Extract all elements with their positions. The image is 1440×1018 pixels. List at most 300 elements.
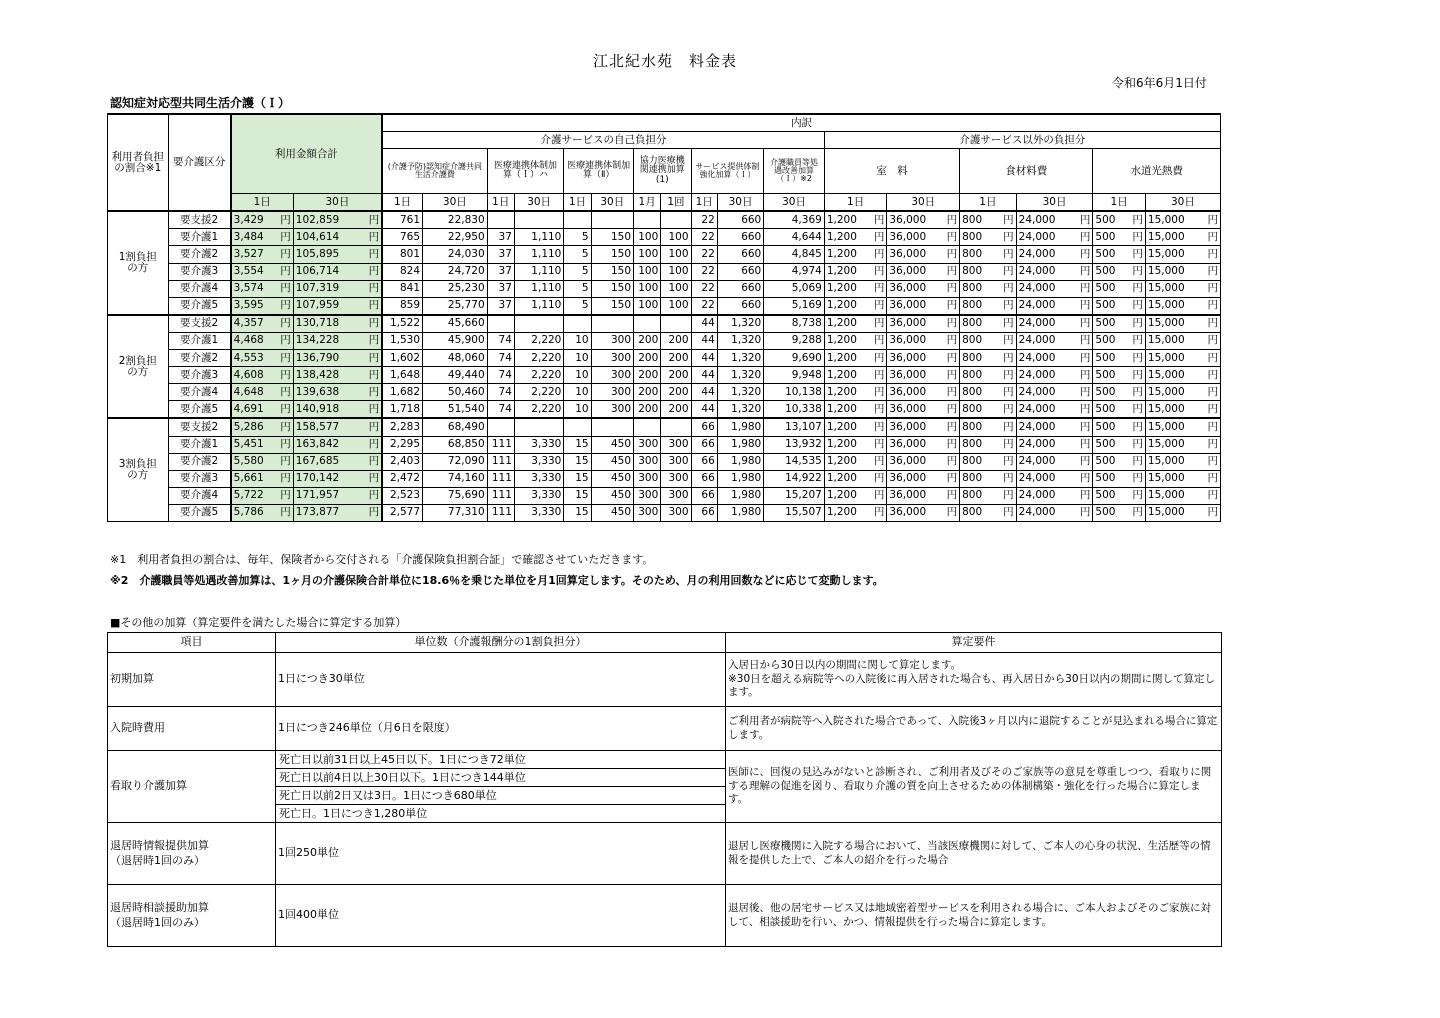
care-level: 要介護3 <box>168 470 231 487</box>
coop-1time: 300 <box>661 436 691 453</box>
base-1day: 1,682 <box>382 384 422 401</box>
rate-row <box>108 280 1221 297</box>
yen-unit: 円 <box>1207 472 1218 485</box>
utility-1day <box>1093 401 1146 419</box>
food-30day <box>1016 504 1093 521</box>
food-1day <box>960 229 1017 246</box>
amount-value: 15,000 <box>1147 299 1185 312</box>
medical1-30day <box>514 418 563 436</box>
yen-unit: 円 <box>1132 455 1143 468</box>
yen-unit: 円 <box>1003 351 1014 364</box>
medical2-1day: 5 <box>564 229 591 246</box>
yen-unit: 円 <box>946 334 958 347</box>
medical1-30day <box>514 211 563 229</box>
amount-value: 800 <box>962 282 983 295</box>
header-requirement: 算定要件 <box>726 633 1222 653</box>
amount-value: 800 <box>962 506 983 519</box>
room-1day <box>824 384 887 401</box>
yen-unit: 円 <box>873 472 885 485</box>
amount-value: 15,000 <box>1147 213 1185 226</box>
food-1day <box>960 367 1017 384</box>
total-1day <box>231 315 294 333</box>
treatment-30day: 4,974 <box>764 263 825 280</box>
amount-value: 1,200 <box>826 455 857 468</box>
yen-unit: 円 <box>1132 282 1143 295</box>
service-1day: 66 <box>691 470 717 487</box>
amount-value: 1,200 <box>826 282 857 295</box>
header-total: 利用金額合計 <box>231 114 382 194</box>
yen-unit: 円 <box>946 385 958 398</box>
yen-unit: 円 <box>1079 472 1091 485</box>
coop-1month: 100 <box>634 229 661 246</box>
utility-1day <box>1093 384 1146 401</box>
header-breakdown: 内訳 <box>382 114 1220 132</box>
total-1day <box>231 297 294 315</box>
amount-value: 24,000 <box>1018 282 1056 295</box>
utility-30day <box>1145 350 1220 367</box>
yen-unit: 円 <box>873 248 885 260</box>
medical1-30day: 2,220 <box>514 384 563 401</box>
yen-unit: 円 <box>368 299 380 312</box>
utility-1day <box>1093 229 1146 246</box>
addition-requirement: 退居し医療機関に入院する場合において、当該医療機関に対して、ご本人の心身の状況、生活歴等の情報を提供した上で、ご本人の紹介を行った場合 <box>726 823 1222 885</box>
yen-unit: 円 <box>873 455 885 468</box>
medical1-30day: 1,110 <box>514 280 563 297</box>
amount-value: 15,000 <box>1147 334 1185 347</box>
yen-unit: 円 <box>368 248 380 260</box>
base-1day: 2,283 <box>382 418 422 436</box>
base-30day: 25,230 <box>423 280 488 297</box>
room-30day <box>887 280 960 297</box>
coop-1time <box>661 418 691 436</box>
total-1day <box>231 229 294 246</box>
treatment-30day: 4,644 <box>764 229 825 246</box>
medical1-1day: 74 <box>487 350 514 367</box>
sub-30day: 30日 <box>764 194 825 212</box>
yen-unit: 円 <box>1207 317 1218 330</box>
amount-value: 4,691 <box>233 402 264 415</box>
rate-row <box>108 297 1221 315</box>
treatment-30day: 4,369 <box>764 211 825 229</box>
total-30day <box>293 436 382 453</box>
room-1day <box>824 280 887 297</box>
yen-unit: 円 <box>1079 402 1091 415</box>
amount-value: 800 <box>962 438 983 451</box>
amount-value: 15,000 <box>1147 230 1185 243</box>
yen-unit: 円 <box>1207 230 1218 243</box>
coop-1time <box>661 315 691 333</box>
yen-unit: 円 <box>946 299 958 312</box>
medical1-1day: 37 <box>487 263 514 280</box>
base-1day: 841 <box>382 280 422 297</box>
sub-30day: 30日 <box>591 194 633 212</box>
amount-value: 36,000 <box>889 282 927 295</box>
note-2: ※2 介護職員等処遇改善加算は、1ヶ月の介護保険合計単位に18.6％を乗じた単位を月1回算定します。そのため、月の利用回数などに応じて変動します。 <box>110 574 884 587</box>
medical2-1day: 10 <box>564 350 591 367</box>
service-1day: 44 <box>691 332 717 349</box>
yen-unit: 円 <box>280 317 291 330</box>
amount-value: 15,000 <box>1147 472 1185 485</box>
addition-unit-line: 死亡日。1日につき1,280単位 <box>279 807 428 820</box>
total-30day <box>293 367 382 384</box>
medical1-1day: 74 <box>487 384 514 401</box>
yen-unit: 円 <box>280 506 291 519</box>
amount-value: 1,200 <box>826 317 857 330</box>
room-30day <box>887 332 960 349</box>
yen-unit: 円 <box>946 282 958 295</box>
header-item: 項目 <box>108 633 276 653</box>
yen-unit: 円 <box>946 368 958 381</box>
room-30day <box>887 487 960 504</box>
total-1day <box>231 350 294 367</box>
amount-value: 36,000 <box>889 230 927 243</box>
rate-row <box>108 470 1221 487</box>
amount-value: 24,000 <box>1018 368 1056 381</box>
yen-unit: 円 <box>1207 368 1218 381</box>
amount-value: 1,200 <box>826 265 857 278</box>
amount-value: 36,000 <box>889 489 927 502</box>
amount-value: 107,959 <box>295 299 340 312</box>
yen-unit: 円 <box>280 351 291 364</box>
service-1day: 66 <box>691 504 717 521</box>
room-30day <box>887 315 960 333</box>
medical2-30day: 450 <box>591 436 633 453</box>
food-30day <box>1016 401 1093 419</box>
addition-units: 1回400単位 <box>276 885 726 947</box>
utility-1day <box>1093 297 1146 315</box>
medical1-30day <box>514 315 563 333</box>
amount-value: 170,142 <box>295 472 340 485</box>
amount-value: 4,608 <box>233 368 264 381</box>
yen-unit: 円 <box>1003 489 1014 502</box>
medical1-1day: 111 <box>487 436 514 453</box>
yen-unit: 円 <box>1132 230 1143 243</box>
base-30day: 75,690 <box>423 487 488 504</box>
header-medical-2: 医療連携体制加算（Ⅱ） <box>564 149 634 194</box>
header-utility: 水道光熱費 <box>1093 149 1221 194</box>
total-30day <box>293 280 382 297</box>
base-1day: 859 <box>382 297 422 315</box>
room-1day <box>824 418 887 436</box>
total-1day <box>231 332 294 349</box>
yen-unit: 円 <box>1079 385 1091 398</box>
base-1day: 1,530 <box>382 332 422 349</box>
sub-1day: 1日 <box>231 194 294 212</box>
amount-value: 500 <box>1095 472 1116 485</box>
amount-value: 24,000 <box>1018 402 1056 415</box>
yen-unit: 円 <box>1132 334 1143 347</box>
rate-row <box>108 453 1221 470</box>
addition-item: 退居時相談援助加算 （退居時1回のみ） <box>108 885 276 947</box>
addition-units <box>276 751 726 823</box>
amount-value: 15,000 <box>1147 489 1185 502</box>
yen-unit: 円 <box>1003 265 1014 278</box>
utility-1day <box>1093 418 1146 436</box>
yen-unit: 円 <box>946 402 958 415</box>
food-1day <box>960 246 1017 263</box>
yen-unit: 円 <box>280 265 291 278</box>
food-1day <box>960 350 1017 367</box>
base-30day: 77,310 <box>423 504 488 521</box>
amount-value: 24,000 <box>1018 351 1056 364</box>
medical2-1day: 5 <box>564 280 591 297</box>
medical2-1day <box>564 315 591 333</box>
amount-value: 500 <box>1095 489 1116 502</box>
medical1-1day: 37 <box>487 246 514 263</box>
medical2-1day <box>564 211 591 229</box>
amount-value: 4,553 <box>233 351 264 364</box>
food-30day <box>1016 297 1093 315</box>
yen-unit: 円 <box>1132 299 1143 312</box>
yen-unit: 円 <box>280 420 291 433</box>
coop-1month: 200 <box>634 401 661 419</box>
addition-unit-line: 死亡日以前2日又は3日。1日につき680単位 <box>276 787 725 805</box>
medical1-30day: 1,110 <box>514 229 563 246</box>
amount-value: 36,000 <box>889 506 927 519</box>
yen-unit: 円 <box>368 265 380 278</box>
food-1day <box>960 315 1017 333</box>
medical2-30day: 150 <box>591 280 633 297</box>
yen-unit: 円 <box>873 351 885 364</box>
yen-unit: 円 <box>280 385 291 398</box>
yen-unit: 円 <box>946 317 958 330</box>
header-share: 利用者負担の割合※1 <box>108 114 169 211</box>
base-1day: 2,472 <box>382 470 422 487</box>
amount-value: 800 <box>962 230 983 243</box>
yen-unit: 円 <box>946 230 958 243</box>
utility-1day <box>1093 332 1146 349</box>
yen-unit: 円 <box>1079 213 1091 226</box>
sub-30day: 30日 <box>423 194 488 212</box>
care-level: 要介護5 <box>168 504 231 521</box>
yen-unit: 円 <box>1207 213 1218 226</box>
total-1day <box>231 453 294 470</box>
medical1-1day <box>487 315 514 333</box>
yen-unit: 円 <box>280 402 291 415</box>
medical1-30day: 2,220 <box>514 367 563 384</box>
room-30day <box>887 229 960 246</box>
sub-30day: 30日 <box>293 194 382 212</box>
yen-unit: 円 <box>368 282 380 295</box>
base-30day: 72,090 <box>423 453 488 470</box>
amount-value: 5,580 <box>233 455 264 468</box>
base-30day: 22,950 <box>423 229 488 246</box>
amount-value: 1,200 <box>826 438 857 451</box>
coop-1month: 100 <box>634 280 661 297</box>
amount-value: 800 <box>962 317 983 330</box>
yen-unit: 円 <box>1132 402 1143 415</box>
food-30day <box>1016 350 1093 367</box>
amount-value: 5,286 <box>233 420 264 433</box>
room-1day <box>824 350 887 367</box>
amount-value: 500 <box>1095 402 1116 415</box>
total-30day <box>293 332 382 349</box>
utility-1day <box>1093 487 1146 504</box>
amount-value: 500 <box>1095 420 1116 433</box>
food-30day <box>1016 263 1093 280</box>
amount-value: 500 <box>1095 317 1116 330</box>
header-other-pay: 介護サービス以外の負担分 <box>824 132 1220 149</box>
yen-unit: 円 <box>873 299 885 312</box>
amount-value: 800 <box>962 402 983 415</box>
service-30day: 660 <box>717 263 763 280</box>
food-30day <box>1016 384 1093 401</box>
yen-unit: 円 <box>873 317 885 330</box>
yen-unit: 円 <box>1207 299 1218 312</box>
medical1-30day: 3,330 <box>514 470 563 487</box>
medical1-1day: 111 <box>487 470 514 487</box>
amount-value: 800 <box>962 351 983 364</box>
service-name: 認知症対応型共同生活介護（Ｉ） <box>110 96 291 110</box>
amount-value: 24,000 <box>1018 213 1056 226</box>
yen-unit: 円 <box>368 368 380 381</box>
service-30day: 660 <box>717 246 763 263</box>
yen-unit: 円 <box>1079 506 1091 519</box>
header-self-pay: 介護サービスの自己負担分 <box>382 132 824 149</box>
coop-1time: 100 <box>661 246 691 263</box>
amount-value: 173,877 <box>295 506 340 519</box>
utility-30day <box>1145 384 1220 401</box>
rate-row <box>108 504 1221 521</box>
amount-value: 4,648 <box>233 385 264 398</box>
amount-value: 102,859 <box>295 213 340 226</box>
base-30day: 45,660 <box>423 315 488 333</box>
service-1day: 44 <box>691 315 717 333</box>
addition-heading: ■その他の加算（算定要件を満たした場合に算定する加算） <box>110 616 407 629</box>
total-30day <box>293 487 382 504</box>
total-1day <box>231 246 294 263</box>
yen-unit: 円 <box>1003 385 1014 398</box>
header-units: 単位数（介護報酬分の1割負担分） <box>276 633 726 653</box>
service-30day: 1,320 <box>717 367 763 384</box>
amount-value: 5,722 <box>233 489 264 502</box>
utility-1day <box>1093 280 1146 297</box>
yen-unit: 円 <box>280 213 291 226</box>
amount-value: 24,000 <box>1018 420 1056 433</box>
amount-value: 3,554 <box>233 265 264 278</box>
medical2-1day: 10 <box>564 332 591 349</box>
yen-unit: 円 <box>1003 299 1014 312</box>
amount-value: 15,000 <box>1147 282 1185 295</box>
medical1-30day: 2,220 <box>514 401 563 419</box>
care-level: 要介護4 <box>168 384 231 401</box>
yen-unit: 円 <box>1079 368 1091 381</box>
rate-row <box>108 418 1221 436</box>
treatment-30day: 14,922 <box>764 470 825 487</box>
amount-value: 500 <box>1095 213 1116 226</box>
amount-value: 36,000 <box>889 438 927 451</box>
amount-value: 15,000 <box>1147 420 1185 433</box>
medical2-30day: 300 <box>591 401 633 419</box>
care-level: 要介護2 <box>168 453 231 470</box>
service-30day: 1,320 <box>717 315 763 333</box>
amount-value: 1,200 <box>826 489 857 502</box>
utility-1day <box>1093 246 1146 263</box>
amount-value: 15,000 <box>1147 265 1185 278</box>
sub-30day: 30日 <box>887 194 960 212</box>
addition-requirement: 医師に、回復の見込みがないと診断され、ご利用者及びそのご家族等の意見を尊重しつつ、看取りに関する理解の促進を図り、看取り介護の質を向上させるための体制構築・強化を行った場合に算定します。 <box>726 751 1222 823</box>
coop-1time: 100 <box>661 229 691 246</box>
medical2-1day <box>564 418 591 436</box>
base-1day: 1,522 <box>382 315 422 333</box>
rate-row <box>108 229 1221 246</box>
addition-unit-line: 死亡日以前31日以上45日以下。1日につき72単位 <box>276 751 725 769</box>
room-1day <box>824 470 887 487</box>
amount-value: 1,200 <box>826 351 857 364</box>
base-30day: 24,720 <box>423 263 488 280</box>
total-1day <box>231 487 294 504</box>
header-food: 食材料費 <box>960 149 1093 194</box>
amount-value: 500 <box>1095 351 1116 364</box>
base-30day: 50,460 <box>423 384 488 401</box>
rate-row <box>108 315 1221 333</box>
yen-unit: 円 <box>1003 402 1014 415</box>
amount-value: 500 <box>1095 248 1116 260</box>
base-30day: 45,900 <box>423 332 488 349</box>
yen-unit: 円 <box>1132 213 1143 226</box>
header-room: 室 料 <box>824 149 959 194</box>
room-1day <box>824 263 887 280</box>
amount-value: 36,000 <box>889 317 927 330</box>
medical2-30day: 150 <box>591 246 633 263</box>
service-1day: 22 <box>691 211 717 229</box>
service-1day: 66 <box>691 487 717 504</box>
room-1day <box>824 315 887 333</box>
addition-unit-line: 死亡日以前4日以上30日以下。1日につき144単位 <box>276 769 725 787</box>
room-30day <box>887 436 960 453</box>
room-30day <box>887 367 960 384</box>
amount-value: 36,000 <box>889 299 927 312</box>
amount-value: 500 <box>1095 385 1116 398</box>
amount-value: 5,661 <box>233 472 264 485</box>
total-1day <box>231 384 294 401</box>
utility-30day <box>1145 211 1220 229</box>
total-30day <box>293 229 382 246</box>
base-30day: 48,060 <box>423 350 488 367</box>
medical2-1day: 10 <box>564 367 591 384</box>
addition-requirement: 入居日から30日以内の期間に関して算定します。 ※30日を超える病院等への入院後に再入居された場合も、再入居日から30日以内の期間に関して算定します。 <box>726 653 1222 707</box>
room-1day <box>824 453 887 470</box>
medical2-1day: 15 <box>564 504 591 521</box>
amount-value: 5,451 <box>233 438 264 451</box>
yen-unit: 円 <box>1132 385 1143 398</box>
addition-table <box>107 632 1222 947</box>
amount-value: 36,000 <box>889 351 927 364</box>
total-30day <box>293 211 382 229</box>
yen-unit: 円 <box>280 334 291 347</box>
header-service-enhance: サービス提供体制強化加算（Ｉ） <box>691 149 764 194</box>
room-1day <box>824 297 887 315</box>
utility-30day <box>1145 401 1220 419</box>
coop-1time: 200 <box>661 350 691 367</box>
service-1day: 44 <box>691 350 717 367</box>
rate-row <box>108 401 1221 419</box>
room-1day <box>824 487 887 504</box>
coop-1month: 200 <box>634 332 661 349</box>
medical2-1day: 15 <box>564 453 591 470</box>
medical1-30day: 2,220 <box>514 332 563 349</box>
amount-value: 1,200 <box>826 472 857 485</box>
amount-value: 4,357 <box>233 317 264 330</box>
amount-value: 1,200 <box>826 368 857 381</box>
coop-1month: 300 <box>634 487 661 504</box>
total-30day <box>293 350 382 367</box>
total-30day <box>293 246 382 263</box>
coop-1time: 100 <box>661 280 691 297</box>
amount-value: 106,714 <box>295 265 340 278</box>
coop-1month: 200 <box>634 350 661 367</box>
service-1day: 22 <box>691 297 717 315</box>
